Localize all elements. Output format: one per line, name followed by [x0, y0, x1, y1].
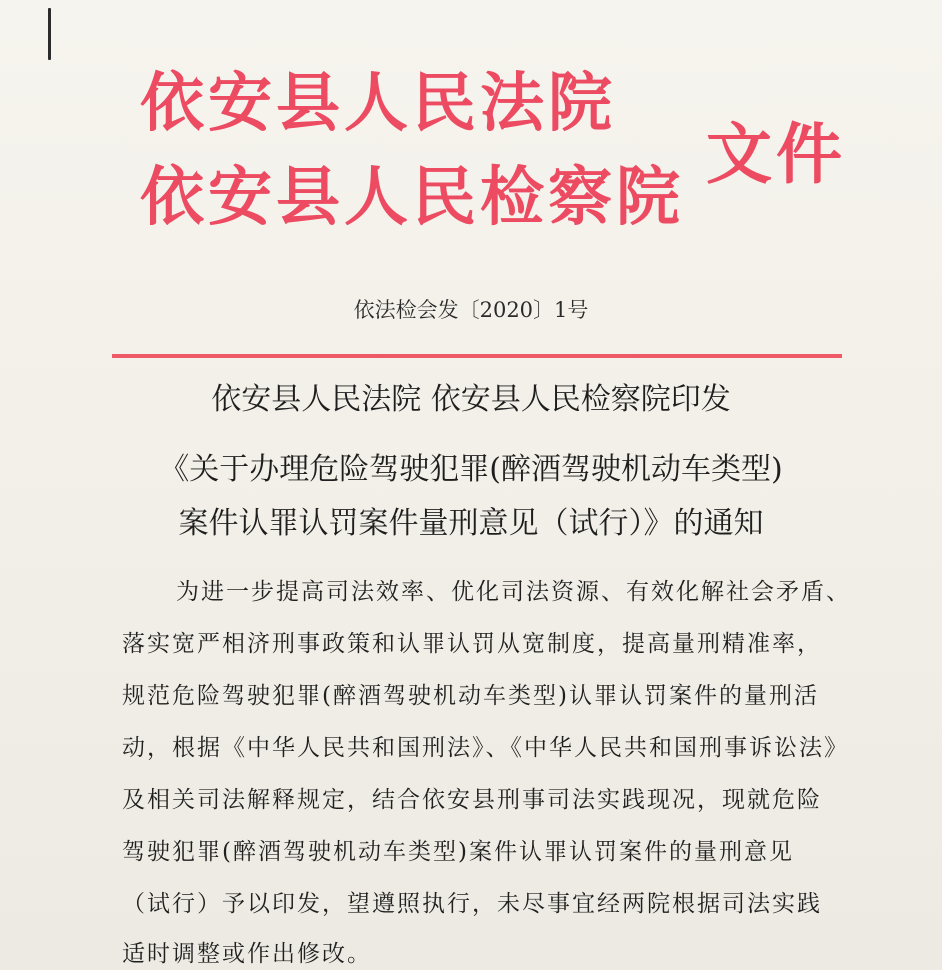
body-line: 动，根据《中华人民共和国刑法》、《中华人民共和国刑事诉讼法》 — [122, 735, 849, 761]
document-number: 依法检会发〔2020〕1号 — [353, 298, 589, 322]
binding-mark — [48, 8, 51, 60]
red-separator-line — [112, 354, 842, 358]
body-line: 规范危险驾驶犯罪(醉酒驾驶机动车类型)认罪认罚案件的量刑活 — [122, 683, 819, 709]
notice-title-line-2: 《关于办理危险驾驶犯罪(醉酒驾驶机动车类型) — [159, 452, 783, 487]
notice-title-line-1: 依安县人民法院 依安县人民检察院印发 — [211, 382, 731, 417]
issuer-court: 依安县人民法院 — [140, 67, 616, 141]
body-line: 及相关司法解释规定，结合依安县刑事司法实践现况，现就危险 — [122, 787, 822, 813]
notice-title-line-3: 案件认罪认罚案件量刑意见（试行）》的通知 — [178, 506, 764, 541]
body-line: 适时调整或作出修改。 — [122, 941, 372, 967]
issuer-procuratorate: 依安县人民检察院 — [140, 161, 684, 235]
body-line: （试行）予以印发，望遵照执行，未尽事宜经两院根据司法实践 — [122, 891, 822, 917]
body-line: 驾驶犯罪(醉酒驾驶机动车类型)案件认罪认罚案件的量刑意见 — [122, 839, 794, 865]
document-type-label: 文件 — [706, 116, 846, 193]
body-line: 落实宽严相济刑事政策和认罪认罚从宽制度，提高量刑精准率， — [122, 631, 822, 657]
body-line: 为进一步提高司法效率、优化司法资源、有效化解社会矛盾、 — [176, 579, 851, 605]
